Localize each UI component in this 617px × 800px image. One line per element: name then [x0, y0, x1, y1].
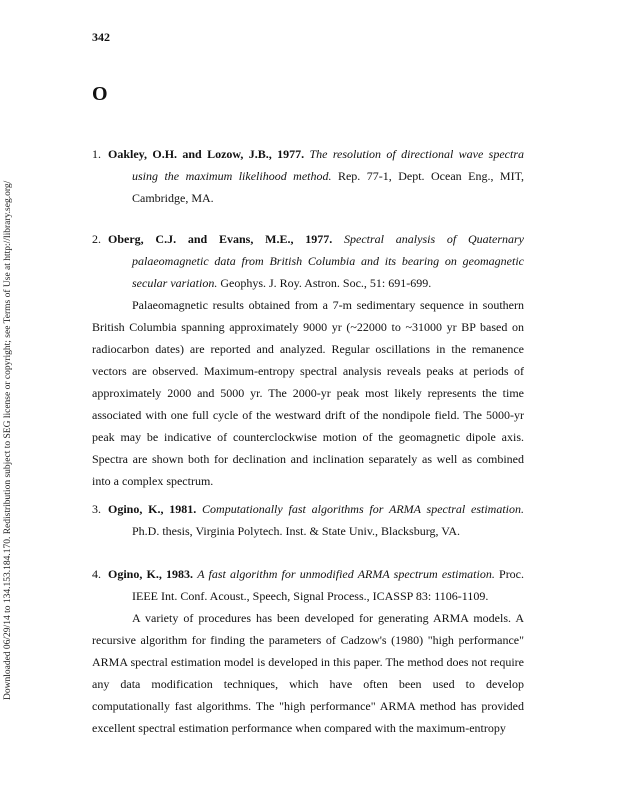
entry-title: A fast algorithm for unmodified ARMA spectrum estimation.	[197, 567, 495, 581]
entry-abstract: Palaeomagnetic results obtained from a 7-m sedimentary sequence in southern British Columbia spanning approximately 9000 yr (~22000 to ~31000 yr BP based on radiocarbon dates) are reported and analyzed. Regular oscillations in the remanence vectors are observed. Maximum-entropy spectral analysis reveals peaks at periods of approximately 2000 and 5000 yr. The 2000-yr peak most likely represents the time associated with one full cycle of the westward drift of the nondipole field. The 5000-yr peak may be indicative of counterclockwise motion of the geomagnetic dipole axis. Spectra are shown both for declination and inclination separately as well as combined into a complex spectrum.	[92, 298, 524, 488]
citation	[92, 563, 524, 607]
bibliography-entry	[92, 498, 524, 542]
entry-number: 4.	[92, 567, 101, 581]
download-notice: Downloaded 06/29/14 to 134.153.184.170. Redistribution subject to SEG license or copyright; see Terms of Use at http://library.seg.org/	[3, 180, 13, 700]
entry-source: Rep. 77-1, Dept. Ocean Eng., MIT, Cambridge, MA.	[132, 169, 525, 205]
bibliography-entry	[92, 228, 524, 492]
entry-authors: Oberg, C.J. and Evans, M.E., 1977.	[108, 232, 333, 246]
entry-number: 3.	[92, 502, 101, 516]
entry-title: Spectral analysis of Quaternary palaeomagnetic data from British Columbia and its bearing on geomagnetic secular variation.	[132, 232, 524, 290]
entry-source: Geophys. J. Roy. Astron. Soc., 51: 691-699.	[220, 276, 432, 290]
citation	[92, 143, 524, 209]
entry-authors: Ogino, K., 1983.	[108, 567, 194, 581]
entry-authors: Oakley, O.H. and Lozow, J.B., 1977.	[108, 147, 305, 161]
bibliography-entry	[92, 563, 524, 739]
entry-number: 1.	[92, 147, 101, 161]
entry-number: 2.	[92, 232, 101, 246]
entry-title: Computationally fast algorithms for ARMA spectral estimation.	[202, 502, 524, 516]
citation	[92, 498, 524, 542]
entry-abstract: A variety of procedures has been developed for generating ARMA models. A recursive algorithm for finding the parameters of Cadzow's (1980) "high performance" ARMA spectral estimation model is developed in this paper. The method does not require any data modification techniques, which have often been used to develop computationally fast algorithms. The "high performance" ARMA method has provided excellent spectral estimation performance when compared with the maximum-entropy	[92, 611, 524, 735]
entry-source: Ph.D. thesis, Virginia Polytech. Inst. & State Univ., Blacksburg, VA.	[132, 524, 461, 538]
citation	[92, 228, 524, 294]
page-number: 342	[92, 30, 110, 44]
entry-title: The resolution of directional wave spectra using the maximum likelihood method.	[132, 147, 524, 183]
entry-source: Proc. IEEE Int. Conf. Acoust., Speech, Signal Process., ICASSP 83: 1106-1109.	[132, 567, 525, 603]
section-letter: O	[92, 83, 108, 105]
entry-authors: Ogino, K., 1981.	[108, 502, 197, 516]
bibliography-entry	[92, 143, 524, 209]
